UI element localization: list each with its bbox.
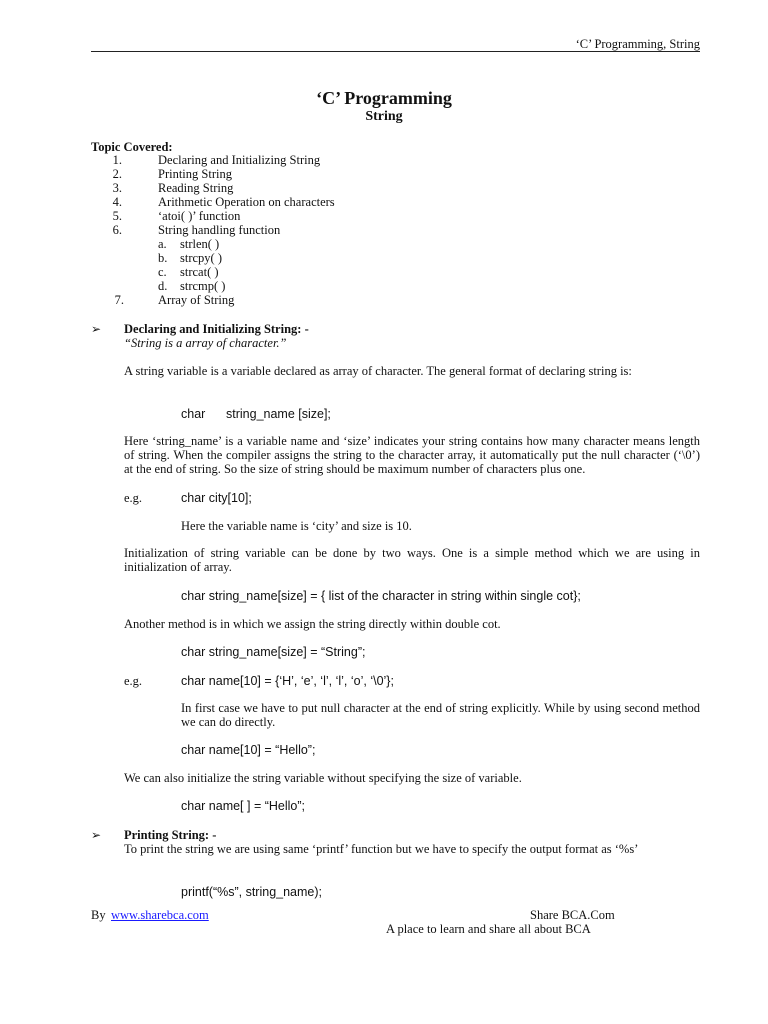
- footer-brand: Share BCA.Com: [530, 908, 615, 922]
- code-line: char string_name[size] = { list of the character in string within single cot};: [181, 589, 581, 603]
- example-label: e.g.: [124, 491, 143, 505]
- subtopic-item: strcpy( ): [180, 251, 222, 265]
- paragraph: To print the string we are using same ‘printf’ function but we have to specify the output format as ‘%s’: [124, 842, 639, 856]
- topic-number: 5.: [112, 209, 122, 223]
- code-line: char name[ ] = “Hello”;: [181, 799, 306, 813]
- topic-number: 6.: [112, 223, 122, 237]
- code-line: char name[10] = {‘H’, ‘e’, ‘l’, ‘l’, ‘o’, ‘\0’};: [181, 674, 394, 688]
- topic-number: 1.: [112, 153, 122, 167]
- topic-number: 7.: [114, 293, 124, 307]
- footer-tagline: A place to learn and share all about BCA: [386, 922, 591, 936]
- code-keyword: char: [181, 407, 206, 421]
- section-bullet-arrow-icon: ➢: [91, 322, 102, 336]
- running-header: ‘C’ Programming, String: [575, 37, 700, 51]
- topics-heading: Topic Covered:: [91, 140, 173, 154]
- code-line: char name[10] = “Hello”;: [181, 743, 316, 757]
- topic-number: 4.: [112, 195, 122, 209]
- footer-website-link[interactable]: www.sharebca.com: [111, 908, 209, 922]
- page-subtitle: String: [365, 109, 403, 124]
- subtopic-letter: b.: [158, 251, 168, 265]
- paragraph: We can also initialize the string variable without specifying the size of variable.: [124, 771, 522, 785]
- subtopic-letter: a.: [158, 237, 167, 251]
- page-title: ‘C’ Programming: [316, 88, 452, 108]
- footer-by-label: By: [91, 908, 106, 922]
- topic-item: ‘atoi( )’ function: [158, 209, 241, 223]
- paragraph: Initialization of string variable can be done by two ways. One is a simple method which we are using in initialization of array.: [124, 546, 700, 574]
- code-line: printf(“%s”, string_name);: [181, 885, 323, 899]
- paragraph: A string variable is a variable declared as array of character. The general format of declaring string is:: [124, 364, 632, 378]
- code-line: string_name [size];: [226, 407, 331, 421]
- code-line: char city[10];: [181, 491, 252, 505]
- topic-item: Arithmetic Operation on characters: [158, 195, 335, 209]
- section-bullet-arrow-icon: ➢: [91, 828, 102, 842]
- subtopic-letter: c.: [158, 265, 167, 279]
- subtopic-item: strlen( ): [180, 237, 220, 251]
- paragraph: Here ‘string_name’ is a variable name and ‘size’ indicates your string contains how many character means length of string. When the compiler assigns the string to the character array, it automatically put the null character (‘\0’) at the end of string. So the size of string should be maximum number of characters plus one.: [124, 434, 700, 476]
- subtopic-letter: d.: [158, 279, 168, 293]
- topic-item: Array of String: [158, 293, 235, 307]
- paragraph: Another method is in which we assign the string directly within double cot.: [124, 617, 501, 631]
- topic-number: 2.: [112, 167, 122, 181]
- subtopic-item: strcmp( ): [180, 279, 226, 293]
- subtopic-item: strcat( ): [180, 265, 219, 279]
- topic-item: Declaring and Initializing String: [158, 153, 321, 167]
- topic-number: 3.: [112, 181, 122, 195]
- paragraph: In first case we have to put null character at the end of string explicitly. While by using second method we can do directly.: [181, 701, 700, 729]
- section-heading: Printing String: -: [124, 828, 217, 842]
- header-rule: [91, 51, 700, 52]
- topic-item: Printing String: [158, 167, 232, 181]
- example-label: e.g.: [124, 674, 143, 688]
- section-heading: Declaring and Initializing String: -: [124, 322, 309, 336]
- topic-item: Reading String: [158, 181, 234, 195]
- paragraph: Here the variable name is ‘city’ and size is 10.: [181, 519, 412, 533]
- definition-quote: “String is a array of character.”: [124, 336, 287, 350]
- topic-item: String handling function: [158, 223, 281, 237]
- code-line: char string_name[size] = “String”;: [181, 645, 366, 659]
